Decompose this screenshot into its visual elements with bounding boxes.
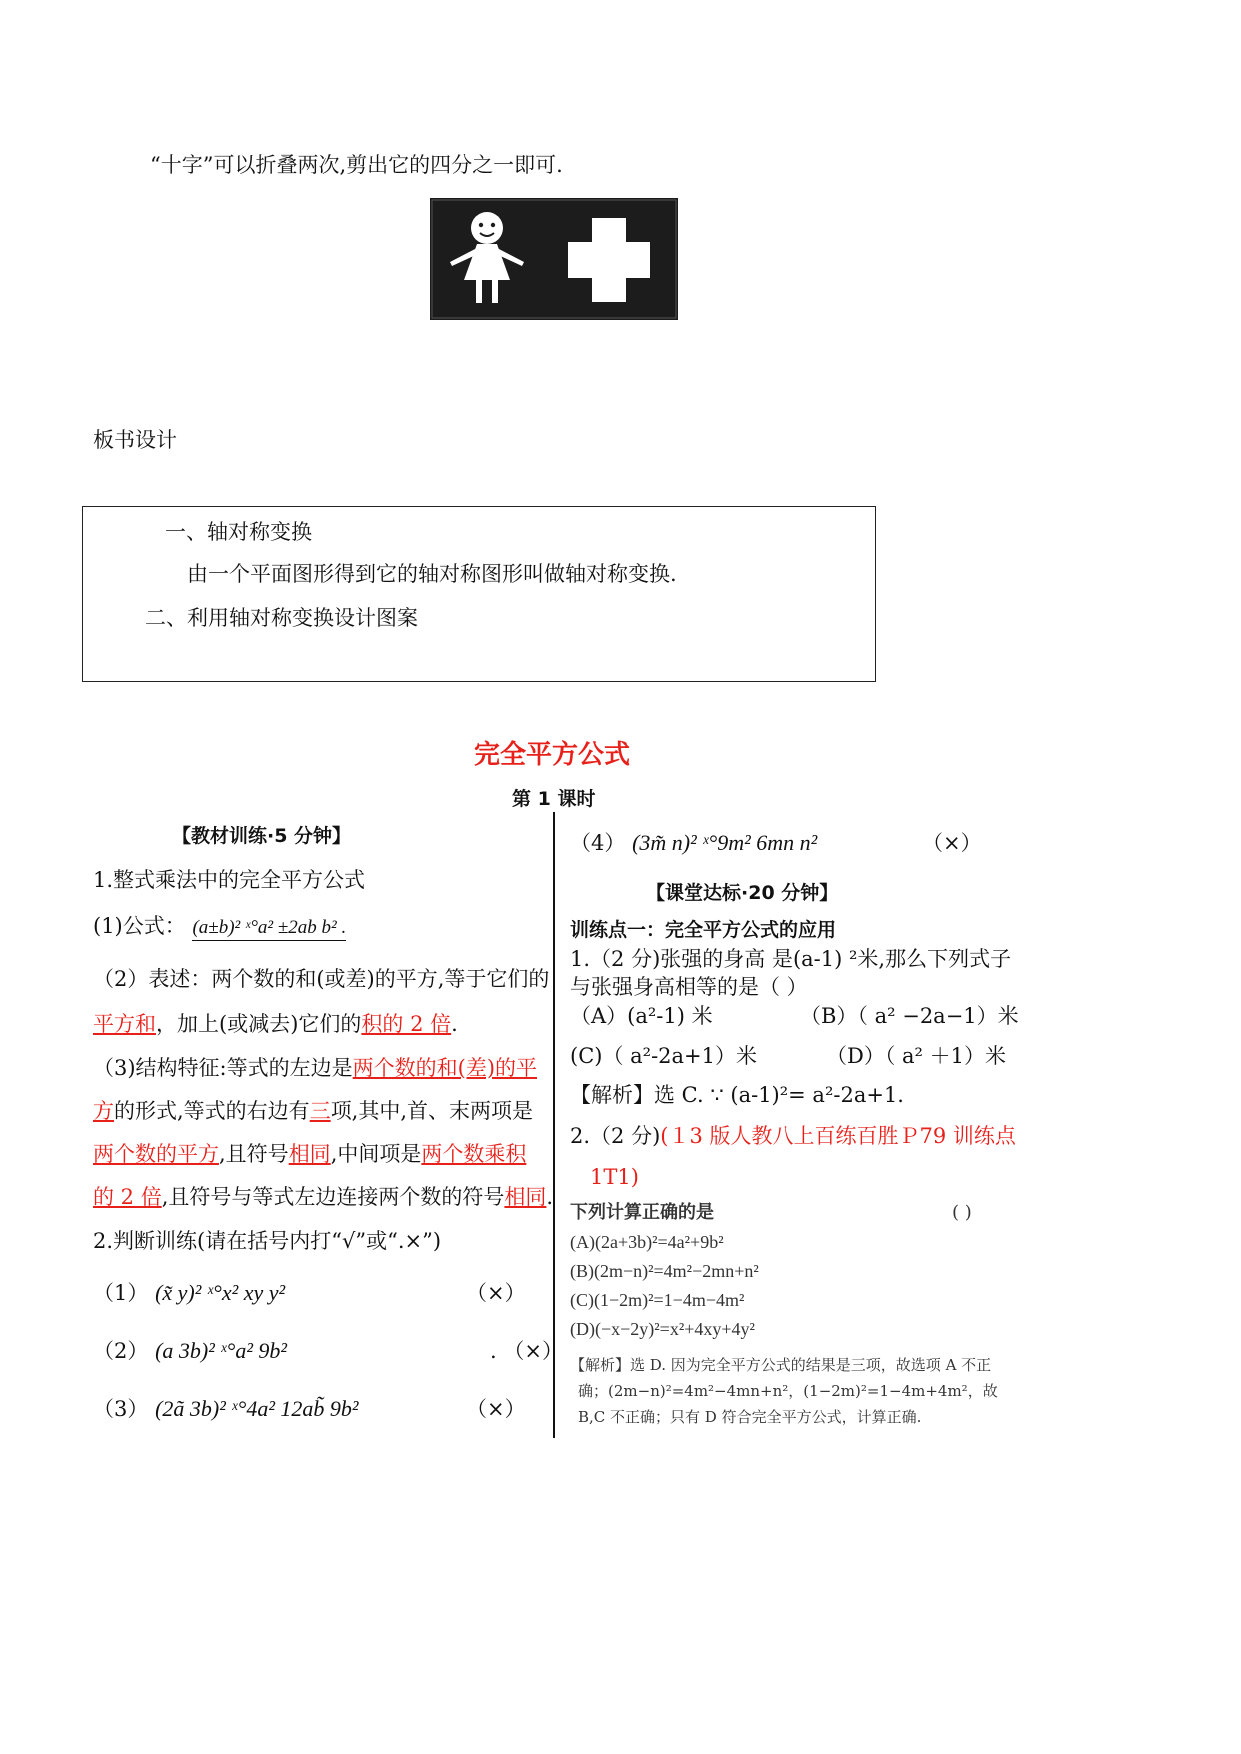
- p2-option-c: (C)(1−2m)²=1−4m−4m²: [570, 1290, 745, 1310]
- q1-3-text-e: ,中间项是: [330, 1142, 422, 1166]
- p2-option-a: (A)(2a+3b)²=4a²+9b²: [570, 1232, 724, 1252]
- p2-header: [570, 1121, 1016, 1151]
- q1-3-text-d: ,且符号: [219, 1142, 289, 1166]
- q2-item-2-expr: (a 3b)² ˣ°a² 9b²: [155, 1338, 288, 1363]
- q1-3-fill-6: 相同: [504, 1185, 547, 1209]
- q2-item-3-label: （3）: [93, 1397, 149, 1421]
- q2-item-3-mark: （×）: [466, 1397, 526, 1421]
- p2-option-d: (D)(−x−2y)²=x²+4xy+4y²: [570, 1319, 755, 1339]
- q1-3-line-4: [93, 1182, 553, 1212]
- q1-3-line-3: [93, 1139, 526, 1169]
- q1-3-fill-1b: 方: [93, 1099, 114, 1123]
- p2-source-a: (１3 版人教八上百练百胜Ｐ79 训练点: [660, 1124, 1016, 1148]
- q2-item-4: [570, 828, 817, 858]
- right-section-title: 【课堂达标·20 分钟】: [646, 882, 839, 904]
- board-item-1: 一、轴对称变换: [165, 520, 312, 544]
- board-design-heading: 板书设计: [93, 428, 177, 452]
- q1-2-text-c: .: [451, 1012, 458, 1036]
- q2-item-1: [93, 1278, 285, 1308]
- q1-title: 1.整式乘法中的完全平方公式: [93, 868, 366, 892]
- q1-2-text-b: ，加上(或减去)它们的: [156, 1012, 362, 1036]
- q1-3-line-1: [93, 1053, 537, 1083]
- intro-text: “十字”可以折叠两次,剪出它的四分之一即可.: [150, 153, 563, 177]
- p2-option-b: (B)(2m−n)²=4m²−2mn+n²: [570, 1261, 759, 1281]
- left-section-title: 【教材训练·5 分钟】: [172, 825, 352, 847]
- q2-item-4-mark: （×）: [922, 831, 982, 855]
- p1-line-2: 与张强身高相等的是（ ）: [570, 975, 808, 999]
- training-point-title: 训练点一：完全平方公式的应用: [570, 919, 837, 941]
- p1-option-a: （A）(a²-1) 米: [570, 1004, 713, 1028]
- q1-1-formula: (a±b)² ˣ°a² ±2ab b² .: [192, 917, 346, 941]
- q2-item-2-mark: . （×）: [490, 1339, 563, 1363]
- q2-item-4-label: （4）: [570, 831, 626, 855]
- q1-3-fill-1a: 两个数的和(差)的平: [352, 1056, 538, 1080]
- p1-analysis: 【解析】选 C. ∵ (a-1)²= a²-2a+1.: [570, 1083, 904, 1107]
- q1-3-fill-3: 两个数的平方: [93, 1142, 219, 1166]
- p2-question: 下列计算正确的是: [570, 1202, 714, 1223]
- p2-source-b: 1T1): [590, 1165, 639, 1189]
- board-design-box: [82, 506, 876, 682]
- q2-item-1-label: （1）: [93, 1281, 149, 1305]
- q1-1-line: [93, 911, 346, 943]
- q1-2-line-b: [93, 1009, 458, 1039]
- board-item-1-body: 由一个平面图形得到它的轴对称图形叫做轴对称变换.: [187, 562, 677, 586]
- p1-line-1: 1.（2 分)张强的身高 是(a-1) ²米,那么下列式子: [570, 947, 1012, 971]
- q1-2-line-a: （2）表述：两个数的和(或差)的平方,等于它们的: [93, 967, 550, 991]
- q1-3-fill-2: 三: [309, 1099, 331, 1123]
- p2-analysis-2: 确；(2m−n)²=4m²−4mn+n²，(1−2m)²=1−4m+4m²，故: [578, 1382, 998, 1400]
- q2-item-4-expr: (3m̃ n)² ˣ°9m² 6mn n²: [632, 830, 818, 855]
- paper-cut-illustration: [430, 198, 678, 320]
- p2-label: 2.（2 分): [570, 1124, 661, 1148]
- q1-3-text-g: .: [546, 1185, 554, 1209]
- q1-3-fill-5a: 两个数乘积: [421, 1142, 527, 1166]
- p2-analysis-1: 【解析】选 D. 因为完全平方公式的结果是三项，故选项 A 不正: [570, 1356, 992, 1374]
- q1-3-fill-4: 相同: [288, 1142, 331, 1166]
- p2-analysis-3: B,C 不正确；只有 D 符合完全平方公式，计算正确.: [578, 1408, 922, 1426]
- lesson-subtitle: 第 1 课时: [512, 788, 596, 810]
- board-item-2: 二、利用轴对称变换设计图案: [145, 606, 418, 630]
- q2-item-1-expr: (x̃ y)² ˣ°x² xy y²: [155, 1280, 286, 1305]
- q2-item-3: [93, 1394, 359, 1424]
- q2-title: 2.判断训练(请在括号内打“√”或“.×”): [93, 1229, 442, 1253]
- p2-paren: ( ): [952, 1202, 972, 1223]
- lesson-title: 完全平方公式: [474, 740, 631, 770]
- q1-3-text-c: 项,其中,首、末两项是: [330, 1099, 534, 1123]
- p1-option-b: （B）（ a² −2a−1）米: [800, 1004, 1019, 1028]
- q1-1-label: (1)公式：: [93, 914, 186, 938]
- q1-2-fill-2: 积的 2 倍: [361, 1012, 452, 1036]
- q2-item-2-label: （2）: [93, 1339, 149, 1363]
- q1-3-line-2: [93, 1096, 533, 1126]
- q2-item-1-mark: （×）: [466, 1281, 526, 1305]
- p1-option-d: （D）（ a² ＋1）米: [826, 1044, 1006, 1068]
- q2-item-3-expr: (2ã 3b)² ˣ°4a² 12ab̃ 9b²: [155, 1396, 359, 1421]
- q1-3-fill-5b: 的 2 倍: [93, 1185, 162, 1209]
- q1-3-text-b: 的形式,等式的右边有: [114, 1099, 310, 1123]
- paper-cut-figure: [430, 198, 678, 320]
- q1-2-fill-1: 平方和: [93, 1012, 156, 1036]
- q2-item-2: [93, 1336, 287, 1366]
- q1-3-text-f: ,且符号与等式左边连接两个数的符号: [161, 1185, 505, 1209]
- p1-option-c: (C)（ a²-2a+1）米: [570, 1044, 758, 1068]
- q1-3-text-a: （3)结构特征:等式的左边是: [93, 1056, 353, 1080]
